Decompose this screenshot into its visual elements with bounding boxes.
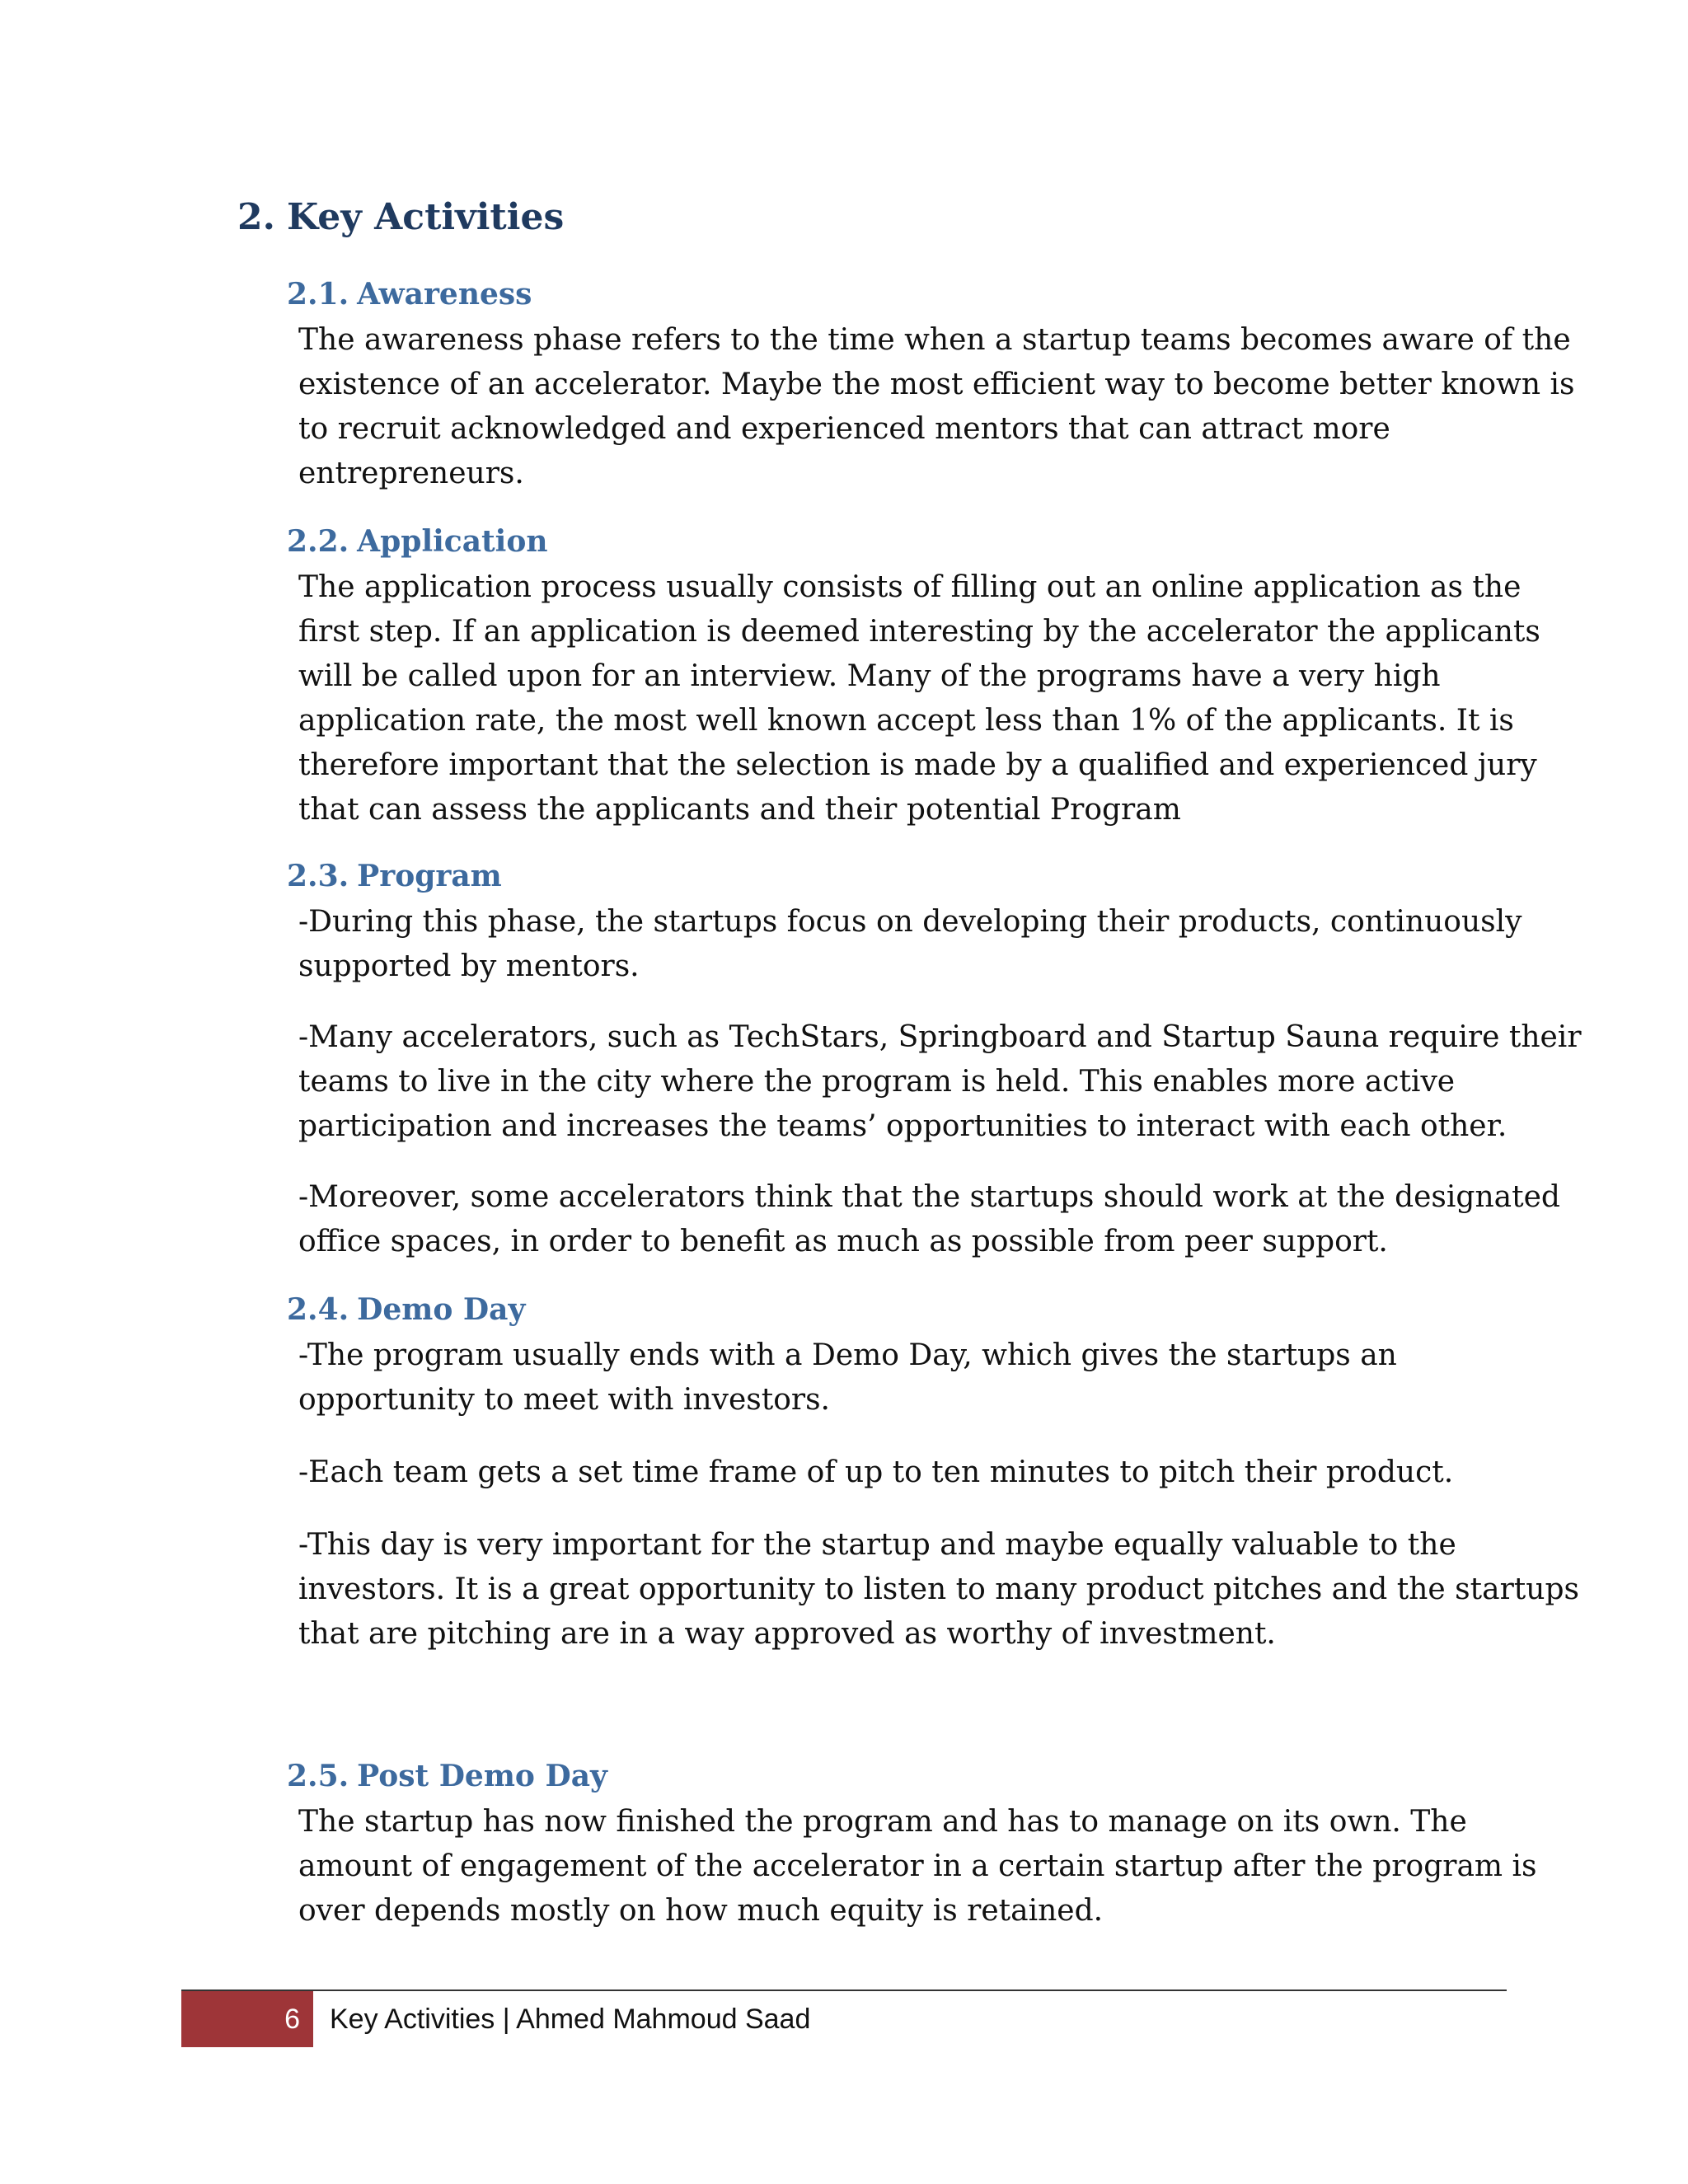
subsection-heading-awareness — [287, 277, 532, 312]
paragraph-demo-day-3 — [298, 1523, 1579, 1657]
subsection-title: Demo Day — [357, 1292, 526, 1327]
text-line: will be called upon for an interview. Many of the programs have a very high — [298, 659, 1441, 693]
text-line: to recruit acknowledged and experienced mentors that can attract more — [298, 412, 1390, 446]
subsection-heading-program — [287, 859, 502, 893]
subsection-heading-demo-day — [287, 1292, 525, 1327]
text-line: that are pitching are in a way approved as worthy of investment. — [298, 1617, 1276, 1651]
paragraph-demo-day-2 — [298, 1451, 1518, 1495]
text-line: -Many accelerators, such as TechStars, Springboard and Startup Sauna require their — [298, 1020, 1582, 1054]
text-line: -The program usually ends with a Demo Day, which gives the startups an — [298, 1338, 1397, 1372]
section-title: Key Activities — [287, 196, 565, 238]
footer-text: Key Activities | Ahmed Mahmoud Saad — [330, 2004, 811, 2035]
text-line: first step. If an application is deemed interesting by the accelerator the applicants — [298, 615, 1540, 649]
subsection-number: 2.4. — [287, 1292, 349, 1327]
section-heading — [237, 196, 564, 238]
text-line: The startup has now finished the program and has to manage on its own. The — [298, 1805, 1467, 1839]
text-line: The awareness phase refers to the time when a startup teams becomes aware of the — [298, 323, 1571, 357]
text-line: existence of an accelerator. Maybe the most efficient way to become better known is — [298, 368, 1575, 401]
text-line: entrepreneurs. — [298, 457, 524, 490]
page-number: 6 — [284, 2004, 300, 2035]
paragraph-application — [298, 565, 1540, 832]
text-line: investors. It is a great opportunity to listen to many product pitches and the startups — [298, 1572, 1579, 1606]
text-line: -Moreover, some accelerators think that the startups should work at the designated — [298, 1180, 1560, 1214]
subsection-number: 2.1. — [287, 277, 349, 312]
paragraph-demo-day-1 — [298, 1333, 1518, 1422]
text-line: therefore important that the selection is made by a qualified and experienced jury — [298, 748, 1537, 782]
subsection-heading-application — [287, 524, 548, 559]
subsection-title: Awareness — [357, 277, 532, 312]
text-line: amount of engagement of the accelerator in a certain startup after the program is — [298, 1849, 1537, 1883]
text-line: that can assess the applicants and their potential Program — [298, 793, 1181, 827]
text-line: over depends mostly on how much equity is retained. — [298, 1894, 1104, 1928]
text-line: -This day is very important for the startup and maybe equally valuable to the — [298, 1528, 1456, 1562]
subsection-title: Program — [357, 859, 502, 893]
subsection-number: 2.2. — [287, 524, 349, 559]
subsection-title: Post Demo Day — [357, 1759, 607, 1793]
text-line: application rate, the most well known accept less than 1% of the applicants. It is — [298, 704, 1514, 738]
text-line: -Each team gets a set time frame of up to ten minutes to pitch their product. — [298, 1455, 1454, 1489]
subsection-number: 2.3. — [287, 859, 349, 893]
paragraph-program-2 — [298, 1015, 1582, 1149]
text-line: office spaces, in order to benefit as much as possible from peer support. — [298, 1225, 1388, 1258]
text-line: teams to live in the city where the program is held. This enables more active — [298, 1065, 1456, 1099]
paragraph-awareness — [298, 318, 1575, 496]
paragraph-post-demo-day — [298, 1800, 1537, 1933]
text-line: -During this phase, the startups focus on developing their products, continuously — [298, 905, 1522, 939]
text-line: The application process usually consists of filling out an online application as the — [298, 570, 1522, 604]
text-line: supported by mentors. — [298, 949, 640, 983]
subsection-number: 2.5. — [287, 1759, 349, 1793]
paragraph-program-3 — [298, 1175, 1560, 1264]
text-line: participation and increases the teams’ opportunities to interact with each other. — [298, 1109, 1507, 1143]
subsection-title: Application — [357, 524, 548, 559]
section-number: 2. — [237, 196, 275, 238]
paragraph-program-1 — [298, 900, 1522, 989]
text-line: opportunity to meet with investors. — [298, 1383, 830, 1417]
subsection-heading-post-demo-day — [287, 1759, 607, 1793]
